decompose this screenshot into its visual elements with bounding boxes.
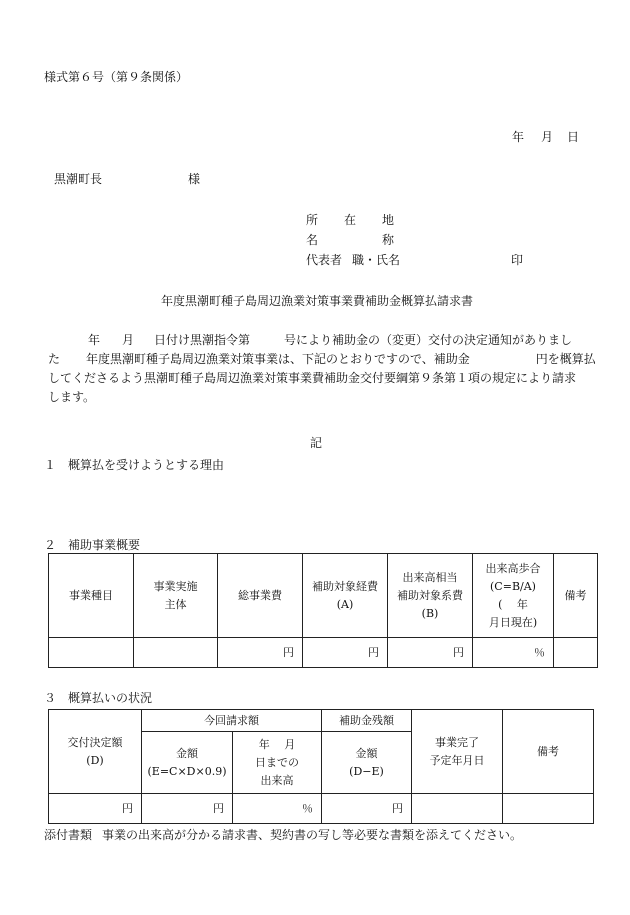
cell-completion-schedule[interactable] (412, 794, 503, 824)
ki-mark: 記 (310, 436, 323, 450)
header-balance-amount: 金額 (D−E) (322, 732, 412, 794)
attachments-label: 添付書類 (44, 828, 93, 842)
header-decision-amount: 交付決定額 (D) (49, 710, 142, 794)
document-title: 年度黒潮町種子島周辺漁業対策事業費補助金概算払請求書 (161, 294, 474, 308)
cell-eligible-cost[interactable]: 円 (303, 638, 388, 668)
cell-remarks[interactable] (554, 638, 598, 668)
header-project-type: 事業種目 (49, 554, 134, 638)
section-1-heading: １ 概算払を受けようとする理由 (44, 458, 225, 472)
header-completed-cost: 出来高相当 補助対象系費 (B) (388, 554, 473, 638)
address-label: 所 在 地 (306, 213, 395, 227)
section-3-heading: ３ 概算払いの状況 (44, 691, 153, 705)
header-progress: 年 月 日までの 出来高 (233, 732, 322, 794)
header-current-claim: 今回請求額 (142, 710, 322, 732)
body-line-1: 年 月 日付け黒潮指令第 号により補助金の（変更）交付の決定通知がありまし (88, 333, 573, 347)
addressee (54, 173, 200, 185)
header-claim-amount: 金額 (E=C×D×0.9) (142, 732, 233, 794)
table-header-row (49, 710, 594, 732)
form-number: 様式第６号（第９条関係） (44, 70, 189, 84)
header-completion-schedule: 事業完了 予定年月日 (412, 710, 503, 794)
attachments-text: 事業の出来高が分かる請求書、契約書の写し等必要な書類を添えてください。 (102, 828, 523, 842)
addressee-honorific: 様 (188, 172, 201, 186)
date-line (512, 131, 579, 143)
seal-mark: 印 (511, 253, 524, 267)
cell-total-cost[interactable]: 円 (218, 638, 303, 668)
cell-progress[interactable]: ％ (233, 794, 322, 824)
cell-entity[interactable] (134, 638, 218, 668)
table-header-row (49, 554, 598, 638)
header-entity: 事業実施 主体 (134, 554, 218, 638)
name-label: 名 称 (306, 233, 395, 247)
table-row (49, 794, 594, 824)
representative-label: 代表者 職・氏名 (306, 253, 401, 267)
body-line-4: します。 (48, 390, 96, 404)
date-day: 日 (567, 130, 580, 144)
cell-claim-amount[interactable]: 円 (142, 794, 233, 824)
date-year: 年 (512, 130, 525, 144)
cell-completion-ratio[interactable]: ％ (473, 638, 554, 668)
body-line-3: してくださるよう黒潮町種子島周辺漁業対策事業費補助金交付要綱第９条第１項の規定により請求 (48, 371, 577, 385)
body-line-2: た 年度黒潮町種子島周辺漁業対策事業は、下記のとおりですので、補助金 円を概算払 (48, 352, 596, 366)
header-total-cost: 総事業費 (218, 554, 303, 638)
header-completion-ratio: 出来高歩合 (C=B/A) ( 年 月日現在) (473, 554, 554, 638)
addressee-name: 黒潮町長 (54, 172, 103, 186)
body-paragraph (48, 331, 596, 407)
header-remarks: 備考 (503, 710, 594, 794)
header-remarks: 備考 (554, 554, 598, 638)
header-eligible-cost: 補助対象経費 (A) (303, 554, 388, 638)
header-balance-group: 補助金残額 (322, 710, 412, 732)
cell-completed-cost[interactable]: 円 (388, 638, 473, 668)
cell-balance-amount[interactable]: 円 (322, 794, 412, 824)
date-month: 月 (541, 130, 554, 144)
table-row (49, 638, 598, 668)
advance-payment-table (48, 709, 594, 824)
section-2-heading: ２ 補助事業概要 (44, 538, 141, 552)
project-summary-table (48, 553, 598, 668)
cell-decision-amount[interactable]: 円 (49, 794, 142, 824)
cell-project-type[interactable] (49, 638, 134, 668)
cell-remarks[interactable] (503, 794, 594, 824)
attachments-note (44, 829, 522, 841)
